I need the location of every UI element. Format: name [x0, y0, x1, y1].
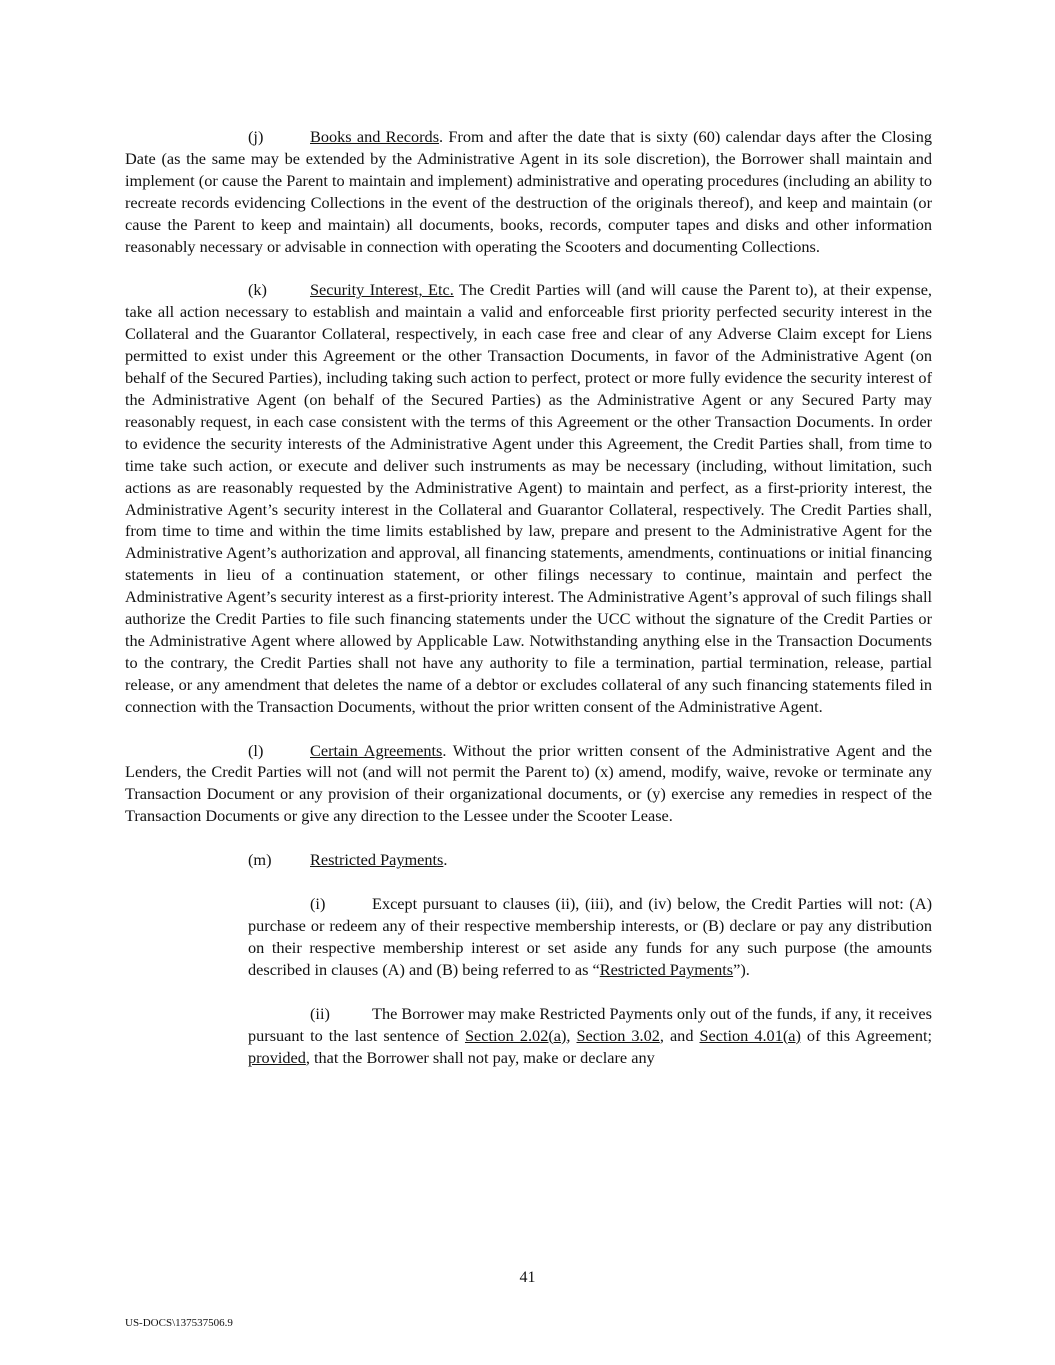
page-number: 41: [519, 1269, 536, 1286]
subparagraph-label: (i): [310, 894, 326, 914]
proviso-term: provided: [248, 1047, 306, 1067]
defined-term: Restricted Payments: [599, 959, 734, 979]
paragraph-l: [125, 740, 932, 828]
paragraph-text: , that the Borrower shall not pay, make or declare any: [305, 1047, 655, 1067]
paragraph-text: Except pursuant to clauses (ii), (iii), and (iv) below, the Credit Parties will not: (A) purchase or redeem any of their respective membership interests, or (B) declare or pay any distribution on their respective membership interest or set aside any funds for any such purpose (the amounts described in clauses (A) and (B) being referred to as “: [248, 894, 932, 979]
paragraph-text: ”).: [733, 959, 750, 979]
paragraph-text: The Borrower may make Restricted Payments only out of the funds, if any, it receives pursuant to the last sentence of: [248, 1003, 932, 1045]
paragraph-j: [125, 126, 932, 257]
paragraph-text: . Without the prior written consent of the Administrative Agent and the Lenders, the Credit Parties will not (and will not permit the Parent to) (x) amend, modify, waive, revoke or terminate any Transaction Document or any provision of their organizational documents, or (y) exercise any remedies in respect of the Transaction Documents or give any direction to the Lessee under the Scooter Lease.: [125, 740, 932, 826]
paragraph-text: of this Agreement;: [800, 1025, 933, 1045]
section-heading: Restricted Payments: [310, 850, 444, 870]
separator-text: , and: [659, 1025, 700, 1045]
document-id: US-DOCS\137537506.9: [125, 1317, 233, 1329]
paragraph-text: .: [443, 850, 448, 870]
paragraph-text: The Credit Parties will (and will cause the Parent to), at their expense, take all action necessary to establish and maintain a valid and enforceable first priority perfected security interest in the Collateral and the Guarantor Collateral, respectively, in each case free and clear of any Adverse Claim except for Liens permitted to exist under this Agreement or the other Transaction Documents, in favor of the Administrative Agent (on behalf of the Secured Parties), including taking such action to perfect, protect or more fully evidence the security interest of the Administrative Agent (on behalf of the Secured Parties) as the Administrative Agent or any Secured Party may reasonably request, in each case consistent with the terms of this Agreement or the other Transaction Documents. In order to evidence the security interests of the Administrative Agent under this Agreement, the Credit Parties shall, from time to time take such action, or execute and deliver such instruments as may be necessary (including, without limitation, such actions as are reasonably requested by the Administrative Agent) to maintain and perfect, as a first-priority interest, the Administrative Agent’s security interest in the Collateral and Guarantor Collateral, respectively. The Credit Parties shall, from time to time and within the time limits established by law, prepare and present to the Administrative Agent for the Administrative Agent’s authorization and approval, all financing statements, amendments, continuations or initial financing statements in lieu of a continuation statement, or other filings necessary to continue, maintain and perfect the Administrative Agent’s security interest as a first-priority interest. The Administrative Agent’s approval of such filings shall authorize the Credit Parties to file such financing statements under the UCC without the signature of the Credit Parties or the Administrative Agent where allowed by Applicable Law. Notwithstanding anything else in the Transaction Documents to the contrary, the Credit Parties shall not have any authority to file a termination, partial termination, release, partial release, or any amendment that deletes the name of a debtor or excludes collateral of any such financing statements filed in connection with the Transaction Documents, without the prior written consent of the Administrative Agent.: [125, 280, 932, 716]
paragraph-m-i: [248, 893, 932, 981]
paragraph-m: [125, 849, 932, 871]
paragraph-k: [125, 279, 932, 717]
paragraph-label: (k): [248, 280, 267, 300]
section-heading: Security Interest, Etc.: [310, 280, 454, 300]
paragraph-text: . From and after the date that is sixty (60) calendar days after the Closing Date (as the same may be extended by the Administrative Agent in its sole discretion), the Borrower shall maintain and implement (or cause the Parent to maintain and implement) administrative and operating procedures (including an ability to recreate records evidencing Collections in the event of the destruction of the originals thereof), and keep and maintain (or cause the Parent to keep and maintain) all documents, books, records, computer tapes and disks and other information reasonably necessary or advisable in connection with operating the Scooters and documenting Collections.: [125, 127, 932, 256]
document-body: [125, 126, 932, 1090]
paragraph-label: (m): [248, 850, 272, 870]
paragraph-label: (l): [248, 740, 264, 760]
separator-text: ,: [566, 1025, 577, 1045]
section-heading: Books and Records: [310, 127, 440, 146]
paragraph-m-ii: [248, 1003, 932, 1069]
section-reference: Section 4.01(a): [699, 1025, 801, 1045]
section-reference: Section 3.02: [576, 1025, 660, 1045]
subparagraph-label: (ii): [310, 1003, 330, 1023]
section-heading: Certain Agreements: [310, 740, 443, 760]
section-reference: Section 2.02(a): [464, 1025, 567, 1045]
paragraph-label: (j): [248, 127, 264, 146]
